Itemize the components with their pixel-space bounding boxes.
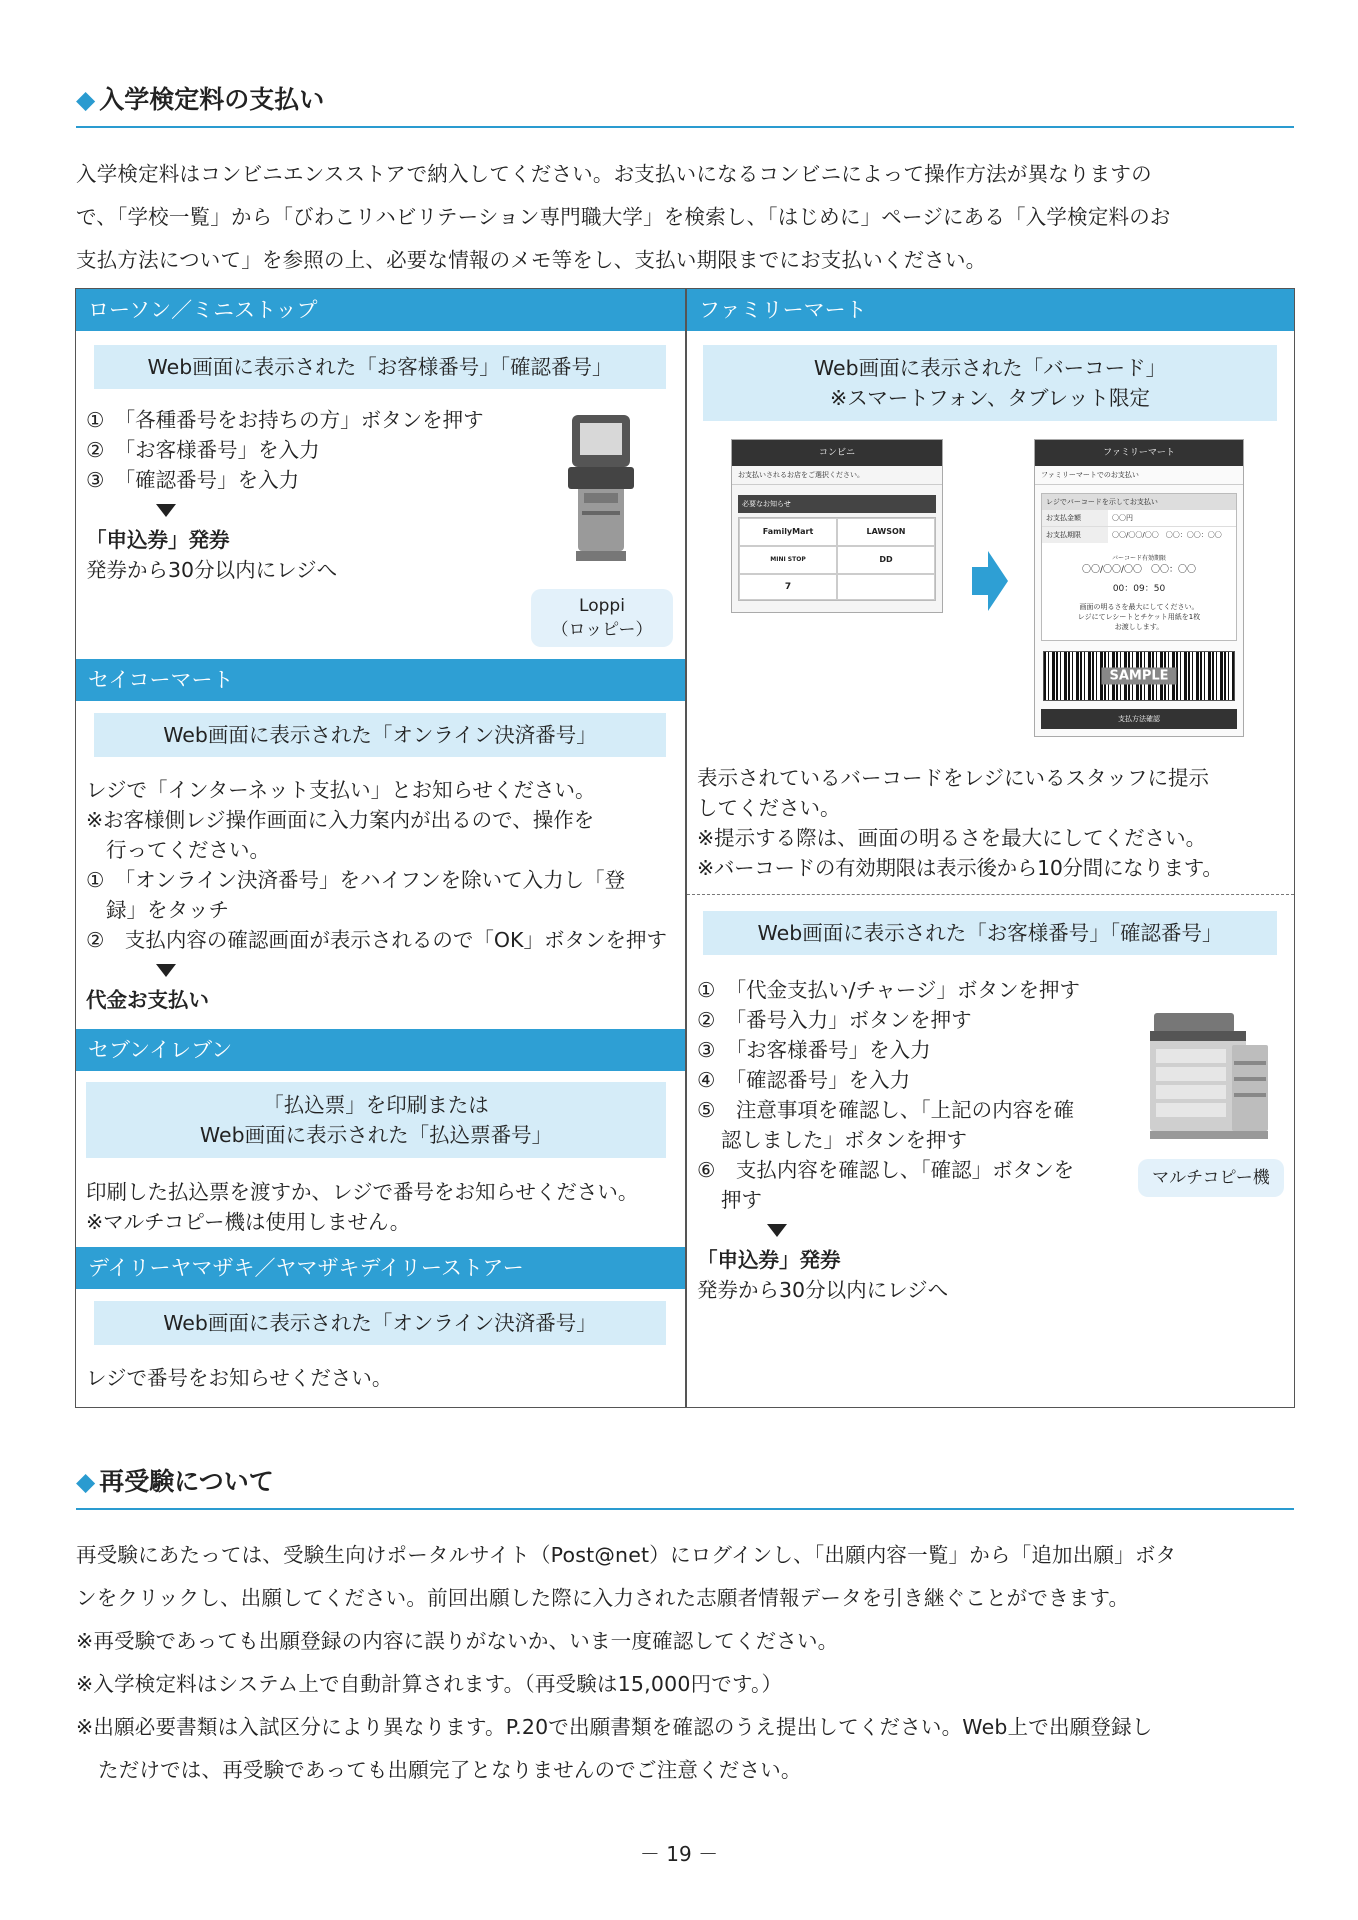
logo-ministop[interactable]: MINI STOP: [739, 546, 837, 574]
convenience-select-screen: コンビニ お支払いされるお店をご選択ください。 必要なお知らせ FamilyMart LAWSON MINI STOP DD 7: [731, 439, 943, 613]
seico-lines: レジで「インターネット支払い」とお知らせください。 ※お客様側レジ操作画面に入力案内が出るので、操作を 行ってください。 ① 「オンライン決済番号」をハイフンを除いて入力し「登 録」をタッチ ② 支払内容の確認画面が表示されるので「OK」ボタンを押す 代金お支払い: [86, 778, 667, 1012]
header-lawson: ローソン／ミニストップ: [76, 289, 685, 331]
seven-number-box: 「払込票」を印刷または Web画面に表示された「払込票番号」: [86, 1082, 666, 1158]
header-seven-eleven: セブンイレブン: [76, 1029, 685, 1071]
right-arrow-icon: [972, 551, 1008, 611]
payment-table: [75, 288, 1295, 1408]
lawson-steps: ① 「各種番号をお持ちの方」ボタンを押す ② 「お客様番号」を入力 ③ 「確認番号」を入力 「申込券」発券 発券から30分以内にレジへ: [86, 408, 484, 582]
family-number-box: Web画面に表示された「お客様番号」「確認番号」: [703, 911, 1277, 955]
header-daily-yamazaki: デイリーヤマザキ／ヤマザキデイリーストアー: [76, 1247, 685, 1289]
header-seicomart: セイコーマート: [76, 659, 685, 701]
family-steps: ① 「代金支払い/チャージ」ボタンを押す ② 「番号入力」ボタンを押す ③ 「お客様番号」を入力 ④ 「確認番号」を入力 ⑤ 注意事項を確認し、「上記の内容を確 認しました」ボタンを押す ⑥ 支払内容を確認し、「確認」ボタンを 押す 「申込券」発券 発券から30分以内にレジへ: [697, 978, 1081, 1302]
barcode: SAMPLE: [1043, 651, 1235, 701]
diamond-icon: ◆: [76, 1467, 96, 1496]
seven-lines: 印刷した払込票を渡すか、レジで番号をお知らせください。 ※マルチコピー機は使用しません。: [86, 1180, 639, 1234]
header-familymart: ファミリーマート: [687, 289, 1294, 331]
multicopy-caption: マルチコピー機: [1138, 1159, 1284, 1197]
section-heading-retake: ◆ 再受験について: [76, 1462, 1294, 1510]
intro-paragraph: 入学検定料はコンビニエンスストアで納入してください。お支払いになるコンビニによって操作方法が異なりますの で、「学校一覧」から「びわこリハビリテーション専門職大学」を検索し、「はじめに」ページにある「入学検定料のお 支払方法について」を参照の上、必要な情報のメモ等をし、支払い期限までにお支払いください。: [76, 162, 1171, 272]
family-barcode-box: Web画面に表示された「バーコード」 ※スマートフォン、タブレット限定: [703, 345, 1277, 421]
retake-paragraph: 再受験にあたっては、受験生向けポータルサイト（Post@net）にログインし、「出願内容一覧」から「追加出願」ボタ ンをクリックし、出願してください。前回出願した際に入力された志願者情報データを引き継ぐことができます。 ※再受験であっても出願登録の内容に誤りがないか、いま一度確認してください。 ※入学検定料はシステム上で自動計算されます。（再受験は15,000円です。） ※出願必要書類は入試区分により異なります。P.20で出願書類を確認のうえ提出してください。Web上で出願登録し ただけでは、再受験であっても出願完了となりませんのでご注意ください。: [76, 1543, 1177, 1782]
section-heading-fee: ◆ 入学検定料の支払い: [76, 80, 1294, 128]
diamond-icon: ◆: [76, 85, 96, 114]
page-number: － 19 －: [639, 1842, 719, 1866]
daily-line: レジで番号をお知らせください。: [86, 1366, 393, 1390]
daily-number-box: Web画面に表示された「オンライン決済番号」: [94, 1301, 666, 1345]
familymart-barcode-screen: ファミリーマート ファミリーマートでのお支払い レジでバーコードを示してお支払い お支払金額 〇〇円 お支払期限 〇〇/〇〇/〇〇 〇〇：〇〇：〇〇 バーコード有効期限 〇〇/〇〇/〇〇 〇〇：〇〇 00：09：50 画面の明るさを最大にしてください。 レジにてレシートとチケット用紙を1枚 お渡しします。 SAMPLE 支払方法確認: [1034, 439, 1244, 737]
seico-number-box: Web画面に表示された「オンライン決済番号」: [94, 713, 666, 757]
down-arrow-icon: [156, 504, 176, 517]
dashed-divider: [687, 894, 1294, 895]
screen-title: コンビニ: [732, 440, 942, 466]
down-arrow-icon: [767, 1224, 787, 1237]
lawson-number-box: Web画面に表示された「お客様番号」「確認番号」: [94, 345, 666, 389]
loppi-caption: Loppi （ロッピー）: [531, 589, 673, 647]
down-arrow-icon: [156, 964, 176, 977]
family-barcode-lines: 表示されているバーコードをレジにいるスタッフに提示 してください。 ※提示する際は、画面の明るさを最大にしてください。 ※バーコードの有効期限は表示後から10分間になります。: [697, 766, 1223, 880]
logo-familymart[interactable]: FamilyMart: [739, 518, 837, 546]
multi-copy-machine-icon: [1146, 1005, 1274, 1143]
logo-lawson[interactable]: LAWSON: [837, 518, 935, 546]
logo-daily[interactable]: DD: [837, 546, 935, 574]
column-divider: [685, 289, 687, 1407]
loppi-kiosk-icon: [558, 411, 648, 571]
logo-seven[interactable]: 7: [739, 574, 837, 600]
